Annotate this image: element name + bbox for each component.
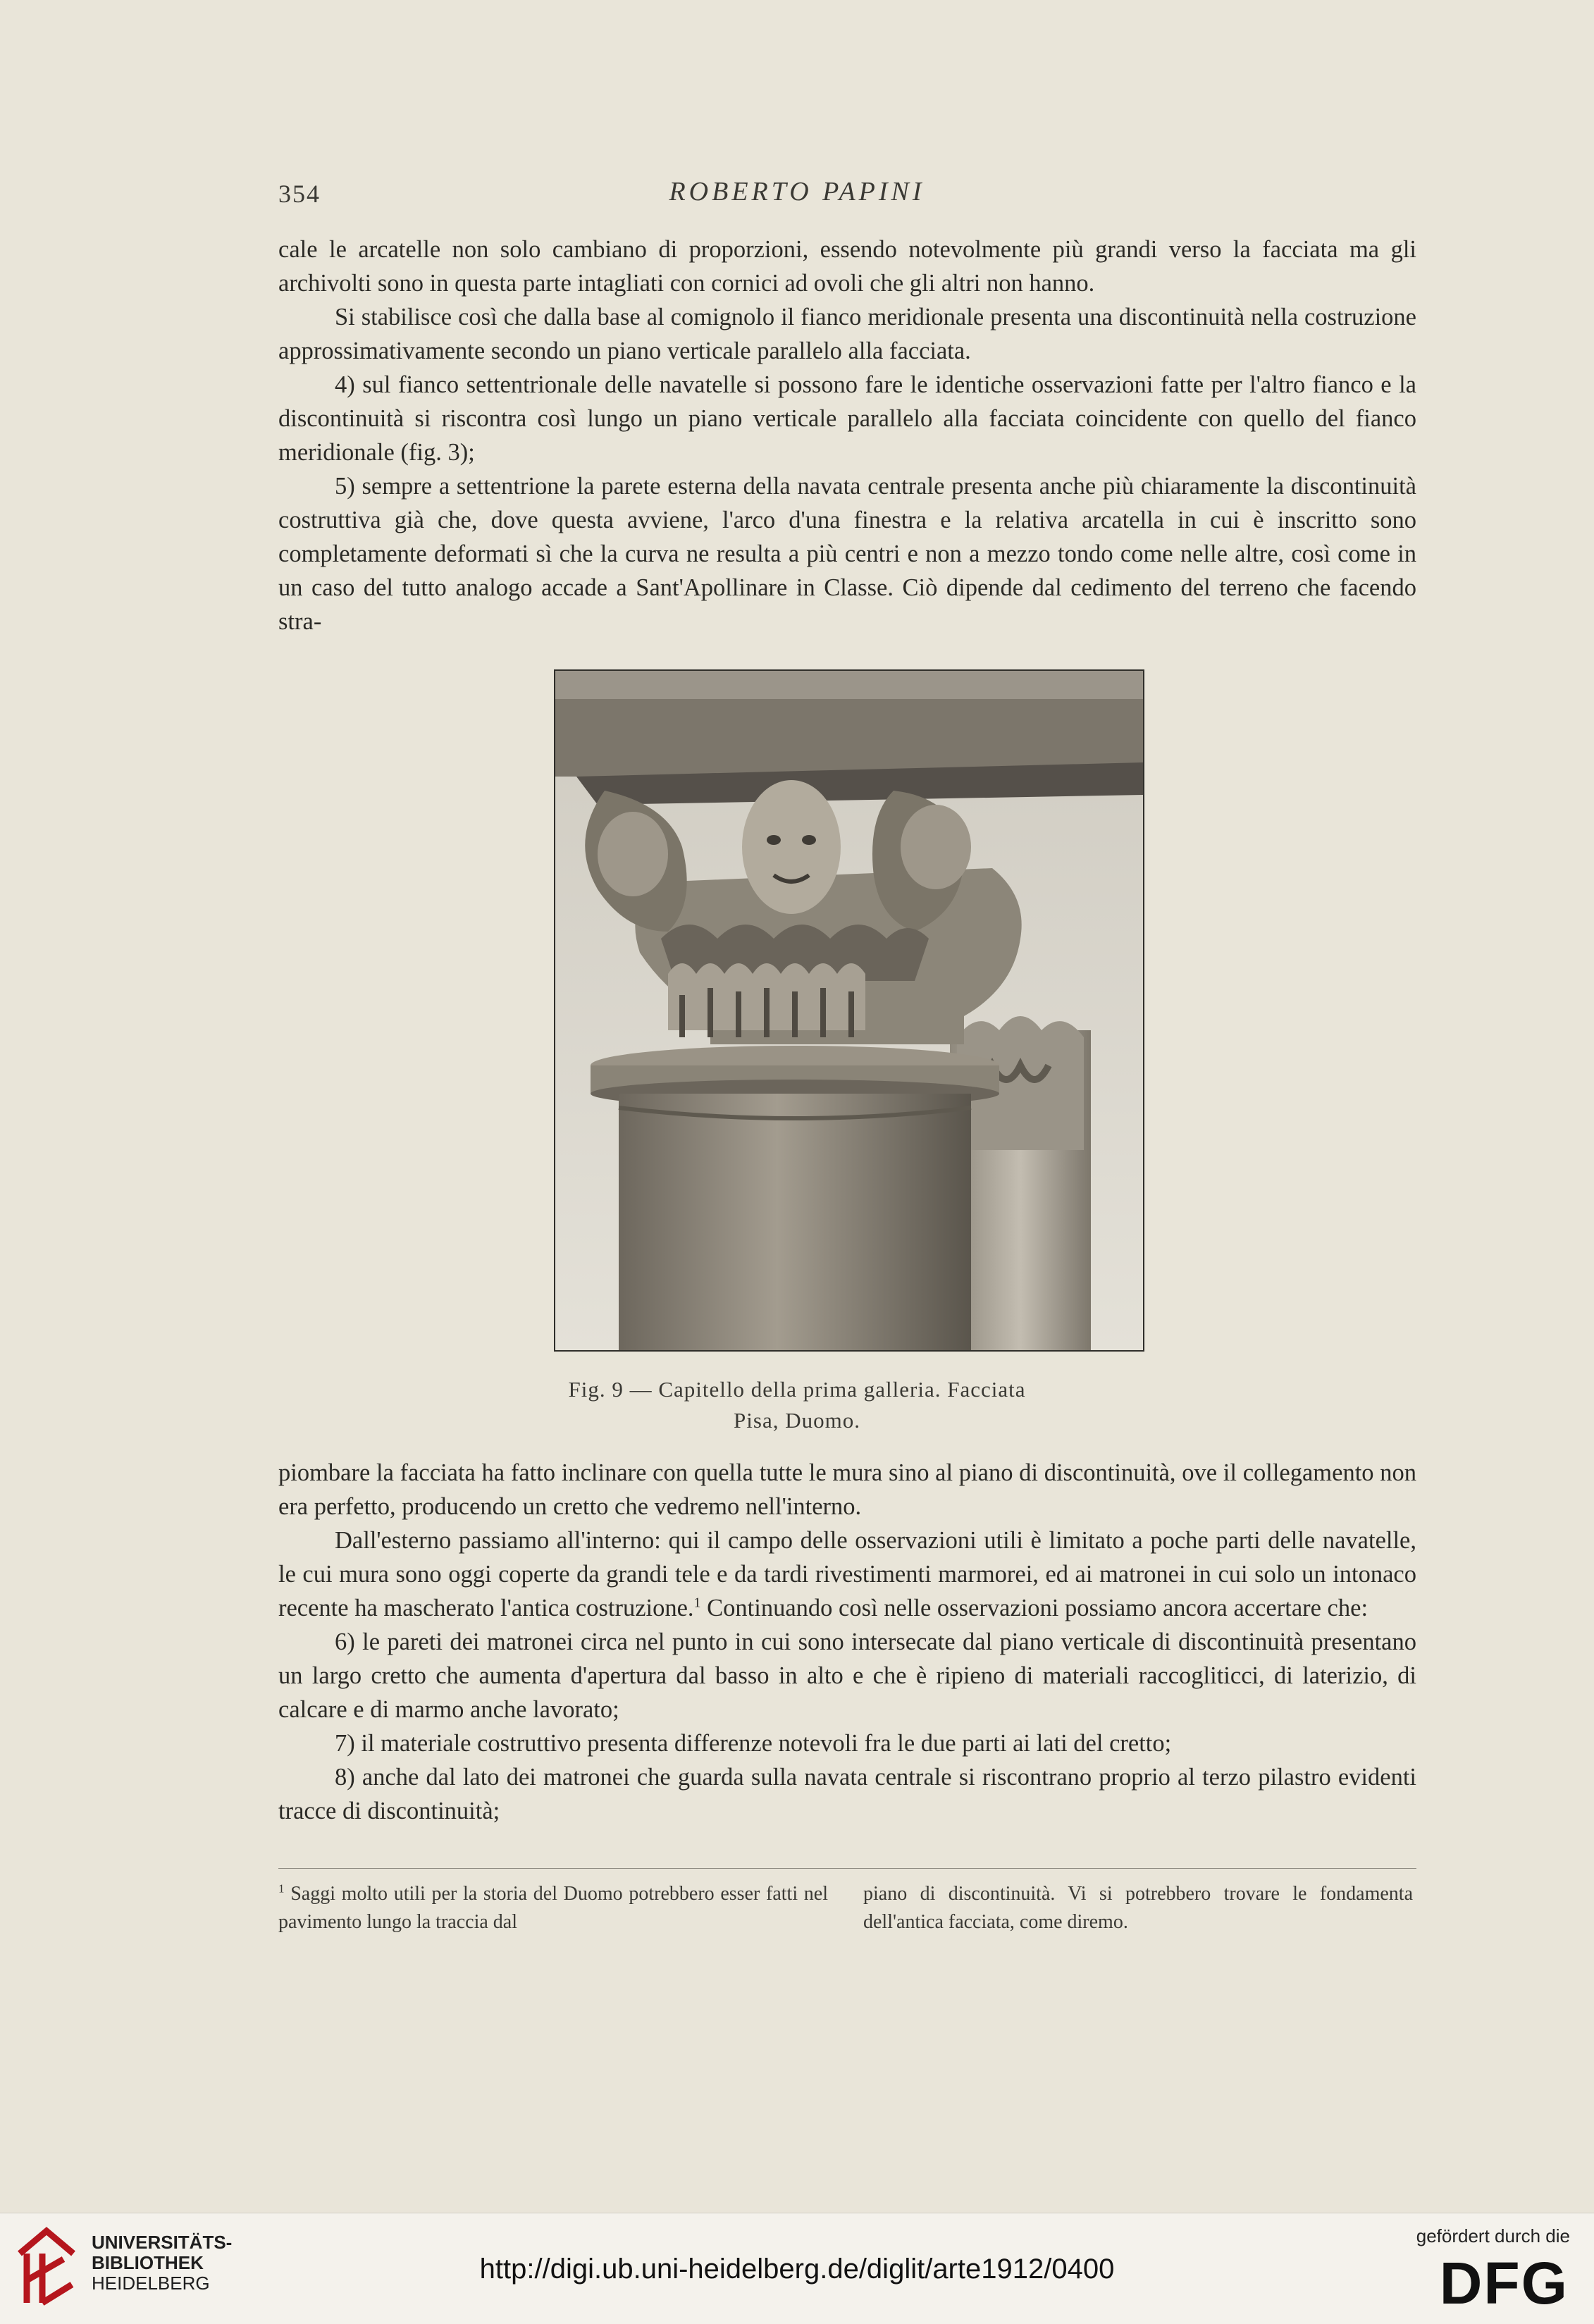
paragraph-text-tail: Continuando così nelle osservazioni possiamo ancora accertare che: (700, 1595, 1369, 1621)
paragraph: cale le arcatelle non solo cambiano di proporzioni, essendo notevolmente più grandi verso la facciata ma gli archivolti sono in questa parte intagliati con cornici ad ovoli che gli altri non hanno. (278, 236, 1416, 297)
paragraph: 4) sul fianco settentrionale delle navatelle si possono fare le identiche osservazioni fatte per l'altro fianco e la discontinuità si riscontra così lungo un piano verticale parallelo alla facciata coincidente con quello del fianco meridionale (fig. 3); (278, 371, 1416, 466)
permalink-url[interactable]: http://digi.ub.uni-heidelberg.de/diglit/arte1912/0400 (479, 2254, 1115, 2285)
footnote-text: Saggi molto utili per la storia del Duomo potrebbero esser fatti nel pavimento lungo la traccia dal (278, 1883, 828, 1933)
footnote-text: piano di discontinuità. Vi si potrebbero trovare le fondamenta dell'antica facciata, come diremo. (863, 1883, 1413, 1933)
paragraph: Si stabilisce così che dalla base al comignolo il fianco meridionale presenta una discontinuità nella costruzione approssimativamente secondo un piano verticale parallelo alla facciata. (278, 304, 1416, 364)
paragraph-with-note (278, 1523, 1416, 1625)
footnote-divider (278, 1868, 1416, 1869)
library-name-line: UNIVERSITÄTS- (92, 2232, 233, 2253)
paragraph: 6) le pareti dei matronei circa nel punto in cui sono intersecate dal piano verticale di discontinuità presentano un largo cretto che aumenta d'apertura dal basso in alto e che è ripieno di materiali raccogliticci, di laterizio, di calcare e di marmo anche lavorato; (278, 1628, 1416, 1723)
paragraph: piombare la facciata ha fatto inclinare con quella tutte le mura sino al piano di discontinuità, ove il collegamento non era perfetto, producendo un cretto che vedremo nell'interno. (278, 1459, 1416, 1520)
footnote-reference: 1 (693, 1595, 701, 1611)
figure-photograph (554, 669, 1144, 1352)
footnote-column-right (863, 1880, 1413, 1936)
paragraph: 8) anche dal lato dei matronei che guarda sulla navata centrale si riscontrano proprio al terzo pilastro evidenti tracce di discontinuità; (278, 1764, 1416, 1824)
library-name-line: HEIDELBERG (92, 2273, 210, 2294)
paragraph-text: Dall'esterno passiamo all'interno: qui il campo delle osservazioni utili è limitato a poche parti delle navatelle, le cui mura sono oggi coperte da grandi tele e da tardi rivestimenti marmorei, ed ai matronei in cui solo un intonaco recente ha mascherato l'antica costruzione. (278, 1527, 1416, 1621)
page-number: 354 (278, 180, 321, 208)
running-head: ROBERTO PAPINI (669, 177, 925, 206)
capital-photo-illustration (555, 671, 1143, 1350)
paragraph: 5) sempre a settentrione la parete esterna della navata centrale presenta anche più chiaramente la discontinuità costruttiva già che, dove questa avviene, l'arco d'una finestra e la relativa arcatella in cui è inscritto sono completamente deformati sì che la curva ne resulta a più centri e non a mezzo tondo come nelle altre, così come in un caso del tutto analogo accade a Sant'Apollinare in Classe. Ciò dipende dal cedimento del terreno che facendo stra- (278, 473, 1416, 635)
funding-label: gefördert durch die (1416, 2225, 1570, 2246)
body-text-top (278, 233, 1416, 638)
caption-line: Pisa, Duomo. (734, 1408, 860, 1433)
dfg-logo: DFG (1439, 2250, 1569, 2316)
footnote-mark: 1 (278, 1881, 285, 1896)
body-text-bottom (278, 1456, 1416, 1828)
library-name-line: BIBLIOTHEK (92, 2252, 204, 2273)
figure-caption (0, 1374, 1594, 1436)
footnote-column-left (278, 1880, 828, 1936)
paragraph: 7) il materiale costruttivo presenta differenze notevoli fra le due parti ai lati del cretto; (335, 1730, 1172, 1757)
caption-line: Fig. 9 — Capitello della prima galleria. Facciata (568, 1377, 1026, 1402)
